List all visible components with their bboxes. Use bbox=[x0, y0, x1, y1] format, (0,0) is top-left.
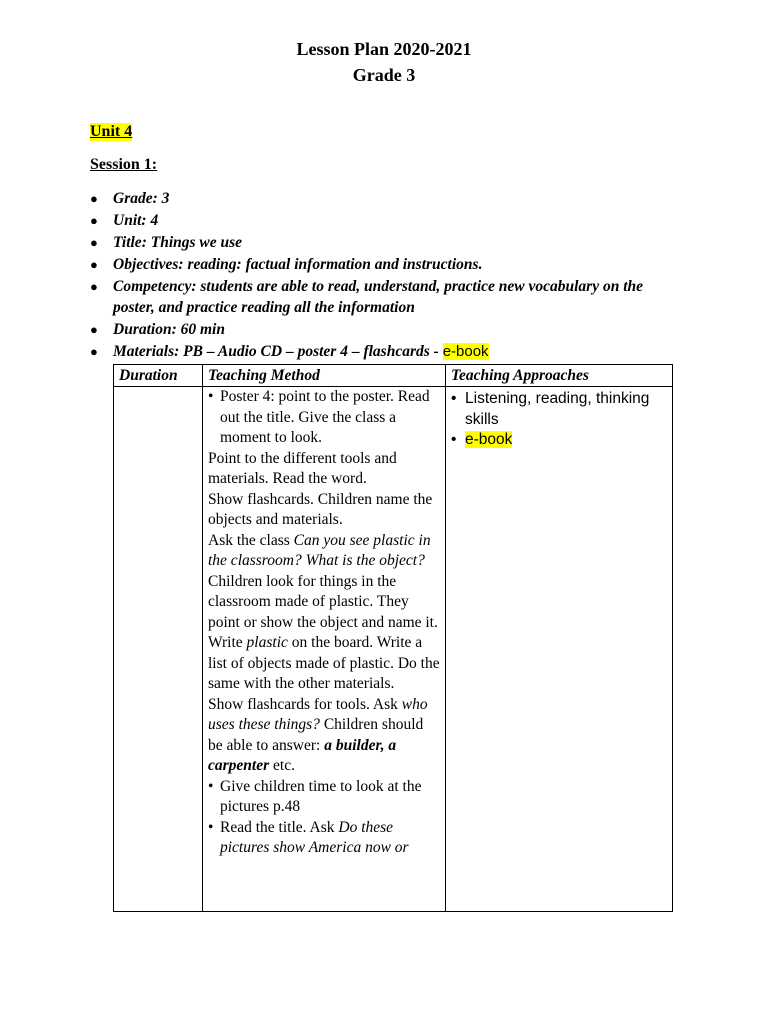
meta-item-materials: ● Materials: PB – Audio CD – poster 4 – flashcards - e-book bbox=[90, 343, 489, 360]
method-text-tools-flashcards: Show flashcards for tools. Ask who uses these things? Children should be able to answer: a builder, a carpenter etc. bbox=[208, 695, 428, 774]
method-text-tools: Point to the different tools and materials. Read the word. bbox=[208, 449, 397, 487]
bullet-icon: ● bbox=[90, 279, 98, 294]
meta-item-title: ● Title: Things we use bbox=[90, 234, 243, 251]
method-text-write-plastic: Write plastic on the board. Write a list of objects made of plastic. Do the same with the other materials. bbox=[208, 634, 440, 692]
lesson-meta-list bbox=[90, 188, 680, 363]
bullet-icon: ● bbox=[90, 235, 98, 250]
bullet-icon: ● bbox=[90, 257, 98, 272]
meta-item-objectives: ● Objectives: reading: factual information and instructions. bbox=[90, 256, 483, 273]
unit-heading: Unit 4 bbox=[90, 123, 133, 140]
meta-item-duration: ● Duration: 60 min bbox=[90, 321, 225, 338]
method-item-pictures: • Give children time to look at the pictures p.48 bbox=[208, 777, 440, 818]
bullet-icon: ● bbox=[90, 322, 98, 337]
duration-cell bbox=[114, 387, 203, 912]
header-teaching-method: Teaching Method bbox=[203, 365, 446, 387]
meta-item-unit: ● Unit: 4 bbox=[90, 212, 159, 229]
method-text-ask-plastic: Ask the class Can you see plastic in the classroom? What is the object? Children look for things in the classroom made of plastic. They point or show the object and name it. bbox=[208, 531, 438, 631]
document-title-block bbox=[0, 36, 768, 88]
bullet-icon: ● bbox=[90, 191, 98, 206]
session-heading: Session 1: bbox=[90, 156, 158, 173]
header-duration: Duration bbox=[114, 365, 203, 387]
header-teaching-approaches: Teaching Approaches bbox=[446, 365, 673, 387]
method-item-poster: • Poster 4: point to the poster. Read out the title. Give the class a moment to look. bbox=[208, 387, 440, 449]
document-subtitle-grade: Grade 3 bbox=[352, 65, 416, 85]
teaching-method-cell bbox=[203, 387, 446, 912]
bullet-icon: ● bbox=[90, 213, 98, 228]
bullet-icon: ● bbox=[90, 344, 98, 359]
teaching-approaches-cell bbox=[446, 387, 673, 912]
table-header-row bbox=[114, 365, 673, 387]
lesson-plan-table bbox=[113, 364, 673, 912]
table-row bbox=[114, 387, 673, 912]
meta-item-grade: ● Grade: 3 bbox=[90, 190, 170, 207]
meta-item-competency: ● Competency: students are able to read, understand, practice new vocabulary on the poster, and practice reading all the information bbox=[90, 278, 643, 316]
document-title: Lesson Plan 2020-2021 bbox=[296, 39, 472, 59]
materials-ebook-highlight: e-book bbox=[442, 343, 489, 360]
method-text-flashcards: Show flashcards. Children name the objects and materials. bbox=[208, 490, 433, 528]
approach-item-ebook: • e-book bbox=[451, 430, 667, 451]
approach-item-skills: • Listening, reading, thinking skills bbox=[451, 389, 667, 430]
method-item-read-title: • Read the title. Ask Do these pictures show America now or bbox=[208, 818, 440, 859]
